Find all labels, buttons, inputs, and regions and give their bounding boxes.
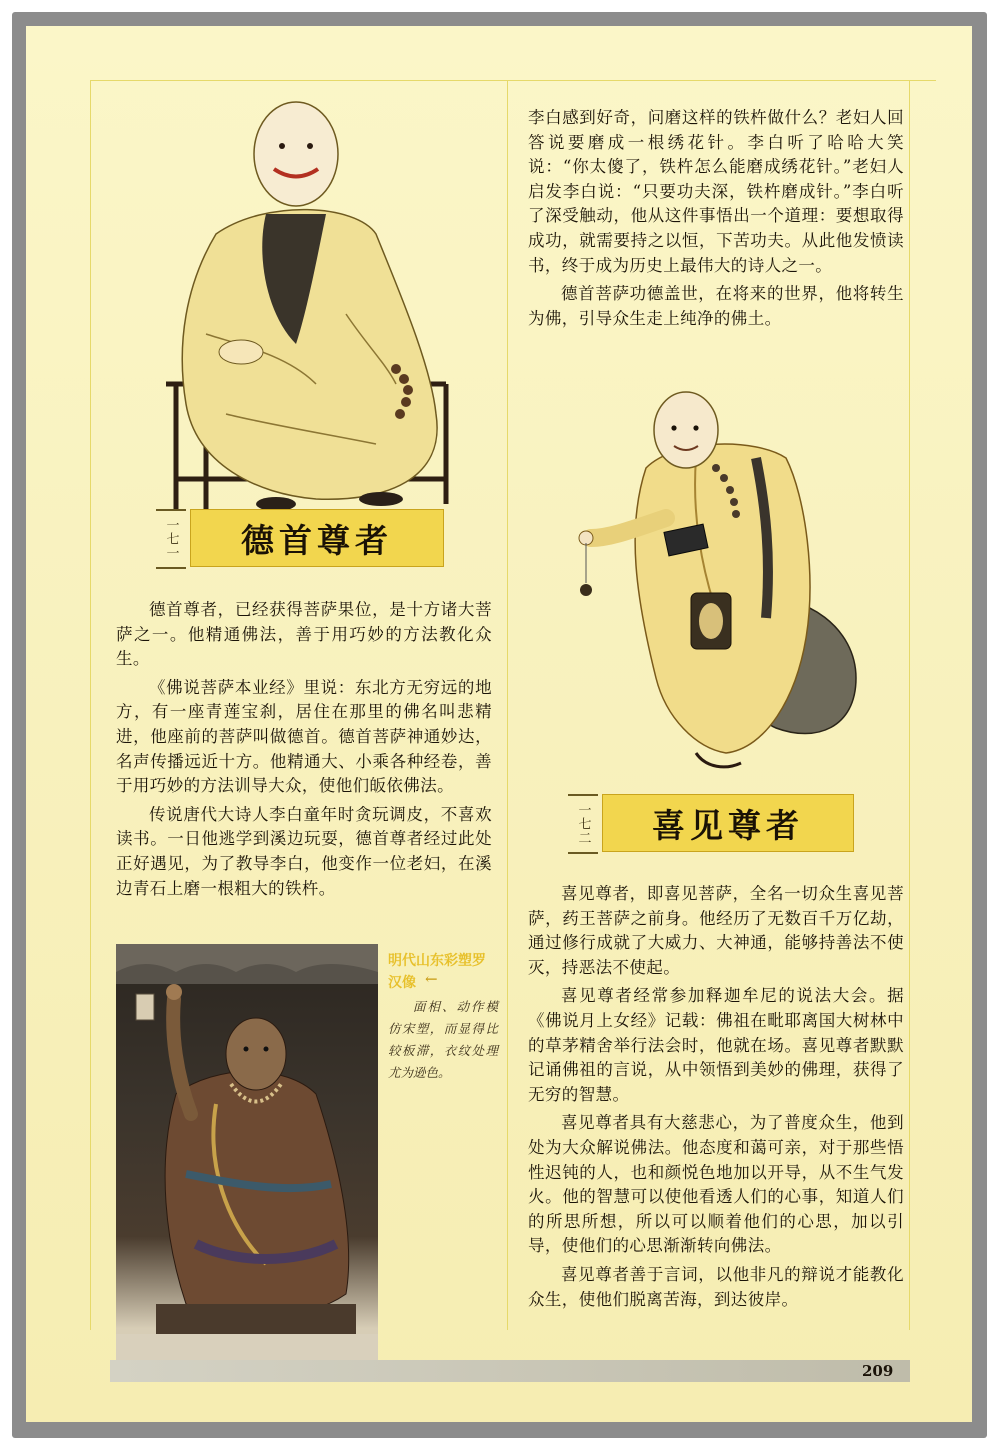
section-title-deshou: 德首尊者 bbox=[190, 509, 444, 567]
deshou-paragraph: 德首尊者，已经获得菩萨果位，是十方诸大菩萨之一。他精通佛法，善于用巧妙的方法教化众生。 bbox=[116, 600, 492, 669]
xijian-paragraph: 喜见尊者善于言词，以他非凡的辩说才能教化众生，使他们脱离苦海，到达彼岸。 bbox=[528, 1264, 904, 1309]
photo-caption-body bbox=[388, 996, 498, 1084]
deshou-paragraph: 《佛说菩萨本业经》里说：东北方无穷远的地方，有一座青莲宝刹，居住在那里的佛名叫悲精进，他座前的菩萨叫做德首。德首菩萨神通妙达，名声传播远近十方。他精通大、小乘各种经卷，善于用巧妙的方法训导大众，使他们皈依佛法。 bbox=[116, 677, 492, 796]
xijian-paragraph: 喜见尊者经常参加释迦牟尼的说法大会。据《佛说月上女经》记载：佛祖在毗耶离国大树林中的草茅精舍举行法会时，他就在场。喜见尊者默默记诵佛祖的言说，从中领悟到美妙的佛理，获得了无穷的智慧。 bbox=[528, 986, 904, 1104]
deshou-paragraph: 传说唐代大诗人李白童年时贪玩调皮，不喜欢读书。一日他逃学到溪边玩耍，德首尊者经过此处正好遇见，为了教导李白，他变作一位老妇，在溪边青石上磨一根粗大的铁杵。 bbox=[116, 804, 492, 898]
deshou-text bbox=[116, 598, 492, 905]
page-number: 209 bbox=[862, 1362, 894, 1380]
right-margin-rule bbox=[909, 80, 910, 1330]
caption-arrow-icon: ← bbox=[425, 970, 438, 988]
left-margin-rule bbox=[90, 80, 91, 1330]
arhat-illustration-xijian bbox=[556, 378, 876, 778]
column-divider bbox=[507, 80, 508, 1330]
arhat-illustration-deshou bbox=[146, 84, 466, 514]
top-rule bbox=[90, 80, 936, 81]
section-title-xijian: 喜见尊者 bbox=[602, 794, 854, 852]
ming-painted-arhat-photo bbox=[116, 944, 378, 1362]
deshou-continued-text bbox=[528, 106, 904, 335]
section-number-172: 一七二 bbox=[568, 794, 598, 854]
deshou-continued-paragraph: 李白感到好奇，问磨这样的铁杵做什么？老妇人回答说要磨成一根绣花针。李白听了哈哈大笑说：“你太傻了，铁杵怎么能磨成绣花针。”老妇人启发李白说：“只要功夫深，铁杵磨成针。”李白听了深受触动，他从这件事悟出一个道理：要想取得成功，就需要持之以恒，下苦功夫。从此他发愤读书，终于成为历史上最伟大的诗人之一。 bbox=[528, 108, 904, 275]
xijian-paragraph: 喜见尊者，即喜见菩萨，全名一切众生喜见菩萨，药王菩萨之前身。他经历了无数百千万亿劫，通过修行成就了大威力、大神通，能够持善法不使灭，持恶法不使起。 bbox=[528, 884, 904, 977]
deshou-continued-paragraph: 德首菩萨功德盖世，在将来的世界，他将转生为佛，引导众生走上纯净的佛土。 bbox=[528, 284, 904, 328]
section-number-171: 一七一 bbox=[156, 509, 186, 569]
photo-caption-title: 明代山东彩塑罗汉像 bbox=[388, 953, 486, 991]
caption-paragraph: 面相、动作模仿宋塑，而显得比较板滞，衣纹处理尤为逊色。 bbox=[388, 999, 498, 1080]
footer-band bbox=[110, 1360, 910, 1382]
xijian-text bbox=[528, 882, 904, 1316]
xijian-paragraph: 喜见尊者具有大慈悲心，为了普度众生，他到处为大众解说佛法。他态度和蔼可亲，对于那些悟性迟钝的人，也和颜悦色地加以开导，从不生气发火。他的智慧可以使他看透人们的心事，知道人们的所思所想，所以可以顺着他们的心思，加以引导，使他们的心思渐渐转向佛法。 bbox=[528, 1113, 904, 1256]
book-page bbox=[26, 26, 972, 1422]
